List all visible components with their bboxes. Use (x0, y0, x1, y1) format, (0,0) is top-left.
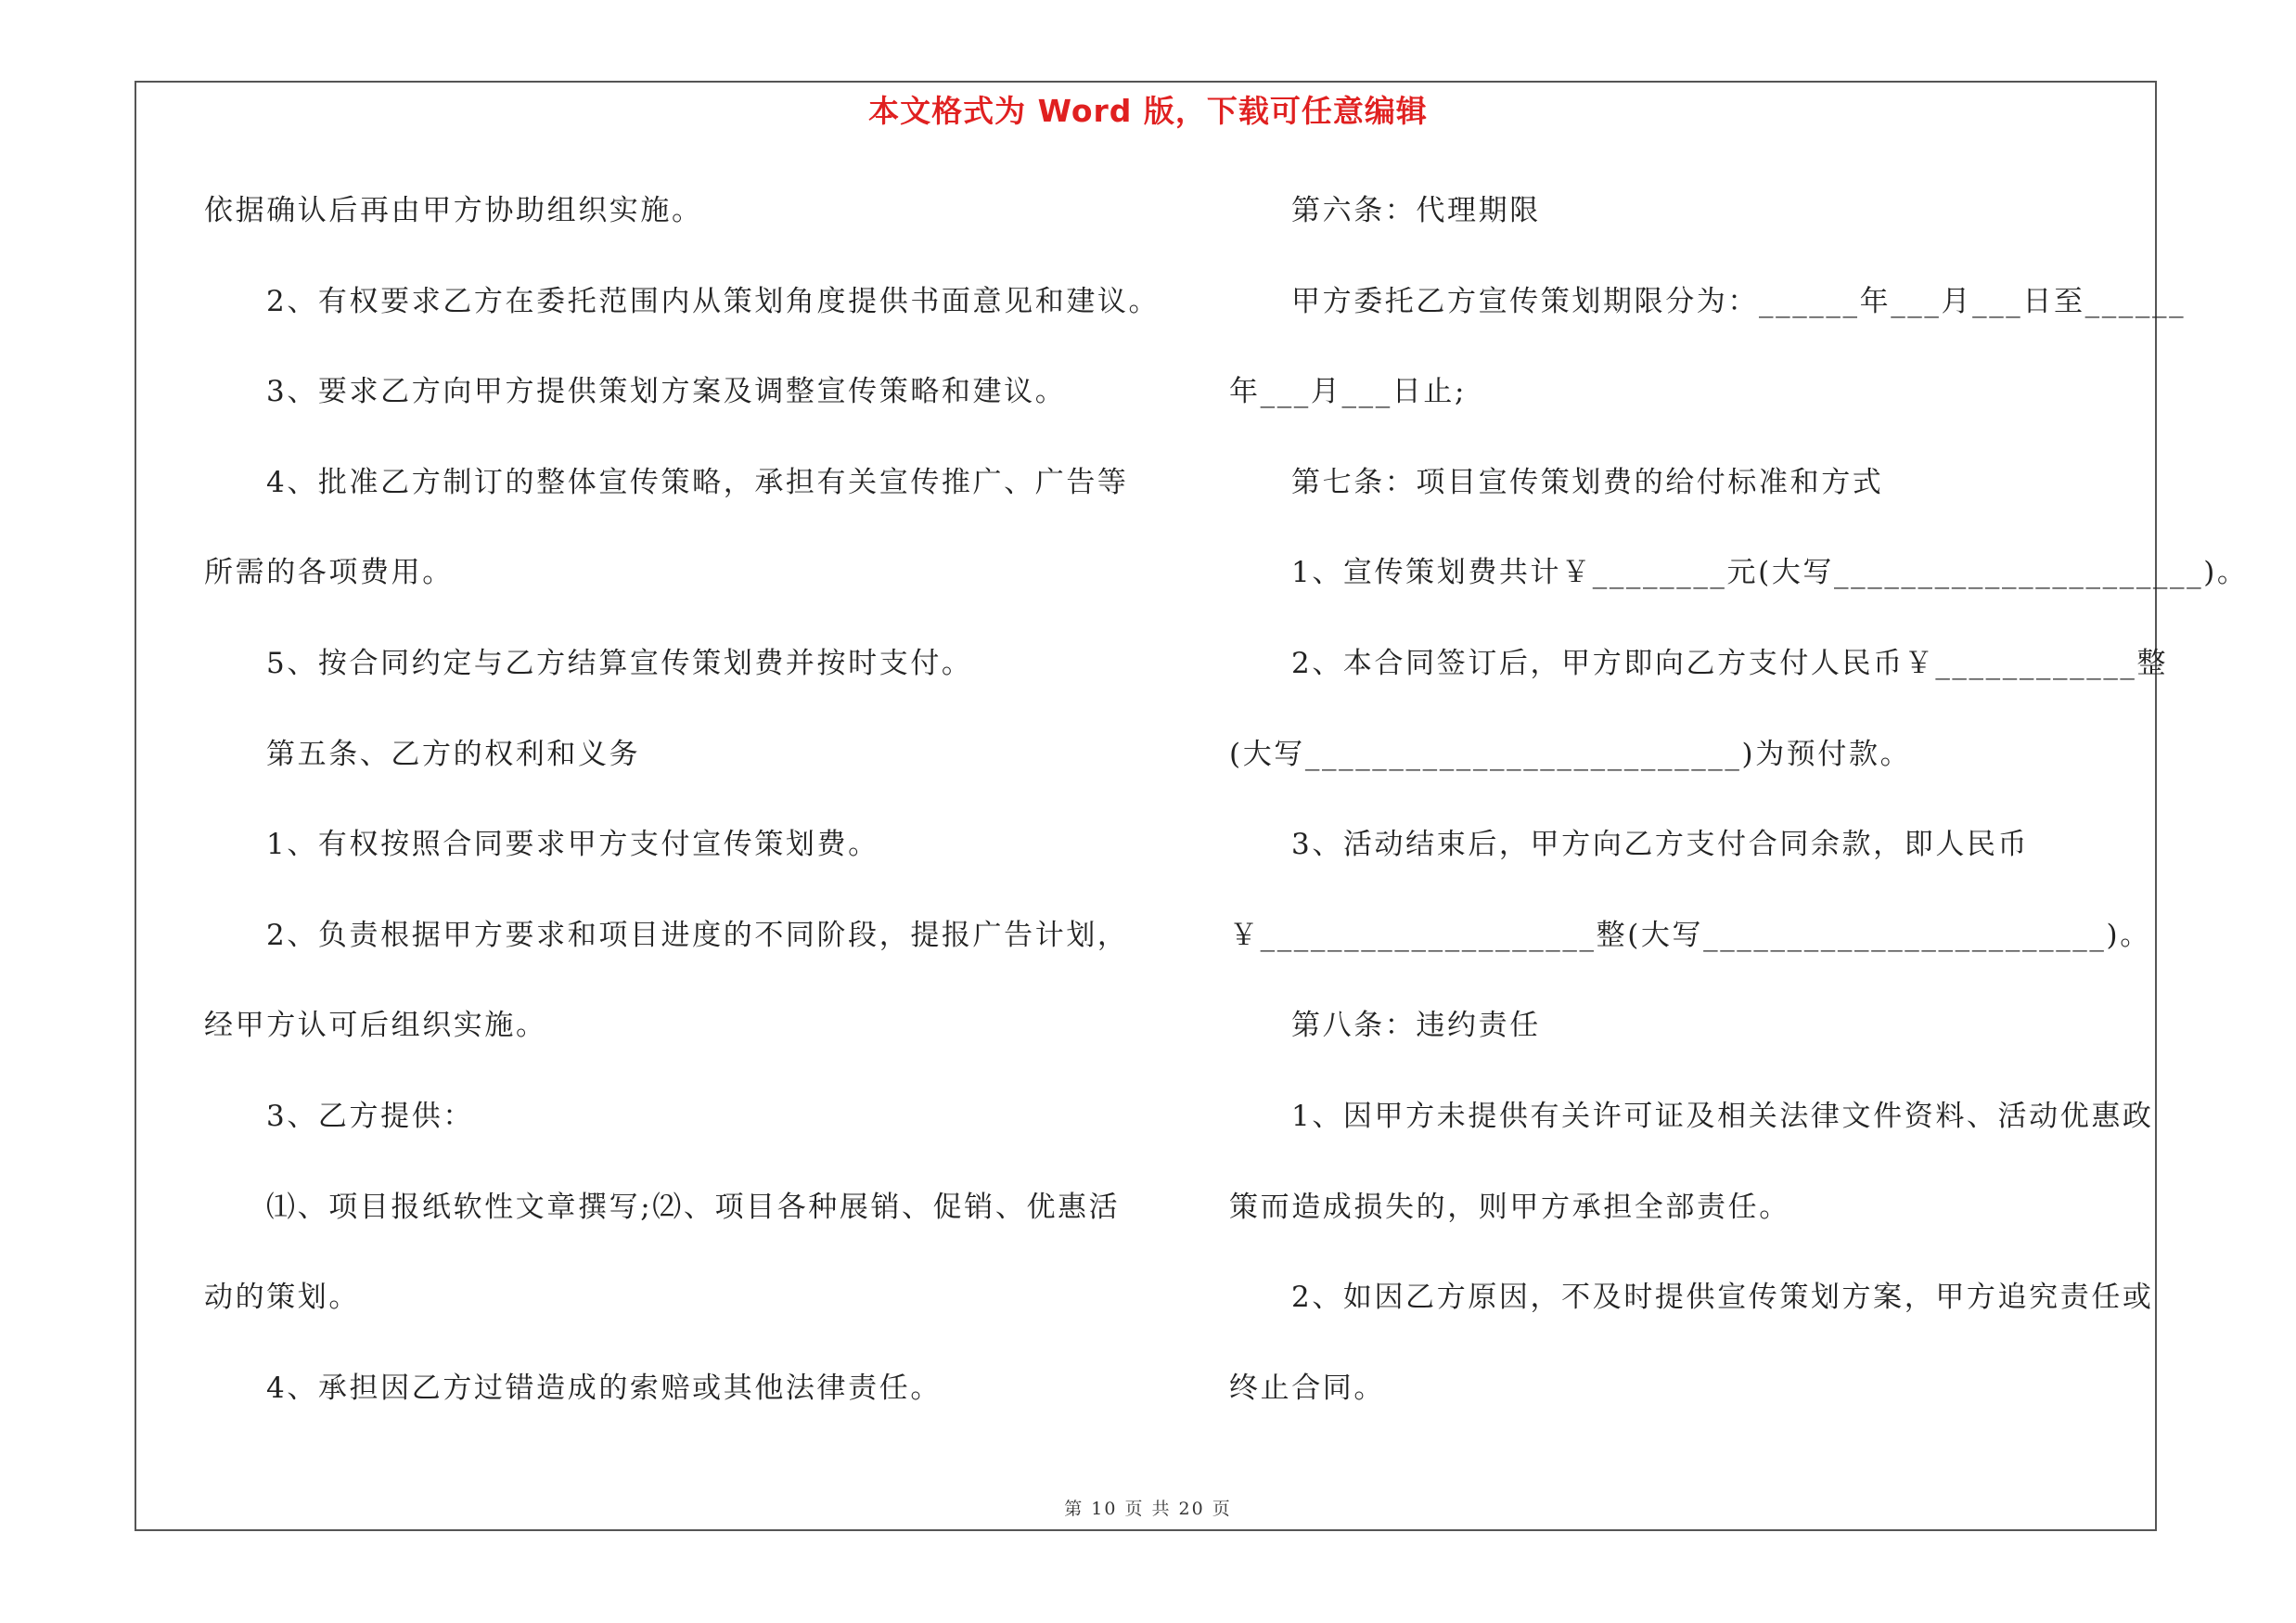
left-text-column (204, 181, 1169, 1449)
paragraph-line: 策而造成损失的，则甲方承担全部责任。 (1229, 1190, 1790, 1224)
paragraph-line: 第六条：代理期限 (1291, 194, 1541, 227)
paragraph-line: 5、按合同约定与乙方结算宣传策划费并按时支付。 (266, 646, 973, 680)
paragraph-line: 动的策划。 (204, 1281, 360, 1315)
paragraph-line: 甲方委托乙方宣传策划期限分为：______年___月___日至______ (1291, 284, 2187, 318)
paragraph-line: 1、宣传策划费共计￥________元(大写______________________)。 (1291, 556, 2249, 590)
paragraph-line: 2、本合同签订后，甲方即向乙方支付人民币￥____________整 (1291, 646, 2169, 680)
paragraph-line: 第五条、乙方的权利和义务 (266, 737, 641, 771)
paragraph-line: 4、承担因乙方过错造成的索赔或其他法律责任。 (266, 1371, 942, 1405)
paragraph-line: 经甲方认可后组织实施。 (204, 1009, 547, 1043)
paragraph-line: 3、活动结束后，甲方向乙方支付合同余款，即人民币 (1291, 828, 2030, 862)
paragraph-line: 2、如因乙方原因，不及时提供宣传策划方案，甲方追究责任或 (1291, 1281, 2154, 1315)
paragraph-line: 2、有权要求乙方在委托范围内从策划角度提供书面意见和建议。 (266, 284, 1161, 318)
paragraph-line: 4、批准乙方制订的整体宣传策略，承担有关宣传推广、广告等 (266, 465, 1129, 499)
paragraph-line: 1、因甲方未提供有关许可证及相关法律文件资料、活动优惠政 (1291, 1099, 2154, 1133)
paragraph-line: 第七条：项目宣传策划费的给付标准和方式 (1291, 465, 1884, 499)
paragraph-line: (大写__________________________)为预付款。 (1229, 737, 1912, 771)
paragraph-line: 1、有权按照合同要求甲方支付宣传策划费。 (266, 828, 879, 862)
paragraph-line: ⑴、项目报纸软性文章撰写;⑵、项目各种展销、促销、优惠活 (266, 1190, 1121, 1224)
paragraph-line: 终止合同。 (1229, 1371, 1385, 1405)
paragraph-line: 第八条：违约责任 (1291, 1009, 1541, 1043)
right-text-column (1229, 181, 2249, 1449)
paragraph-line: 3、乙方提供： (266, 1099, 474, 1133)
paragraph-line: ￥____________________整(大写________________________)。 (1229, 918, 2151, 952)
paragraph-line: 年___月___日止; (1229, 375, 1468, 409)
paragraph-line: 2、负责根据甲方要求和项目进度的不同阶段，提报广告计划， (266, 918, 1129, 952)
paragraph-line: 依据确认后再由甲方协助组织实施。 (204, 194, 703, 227)
paragraph-line: 所需的各项费用。 (204, 556, 454, 590)
format-notice-banner: 本文格式为 Word 版，下载可任意编辑 (868, 93, 1428, 129)
page-number-footer: 第 10 页 共 20 页 (1064, 1499, 1232, 1519)
paragraph-line: 3、要求乙方向甲方提供策划方案及调整宣传策略和建议。 (266, 375, 1067, 409)
